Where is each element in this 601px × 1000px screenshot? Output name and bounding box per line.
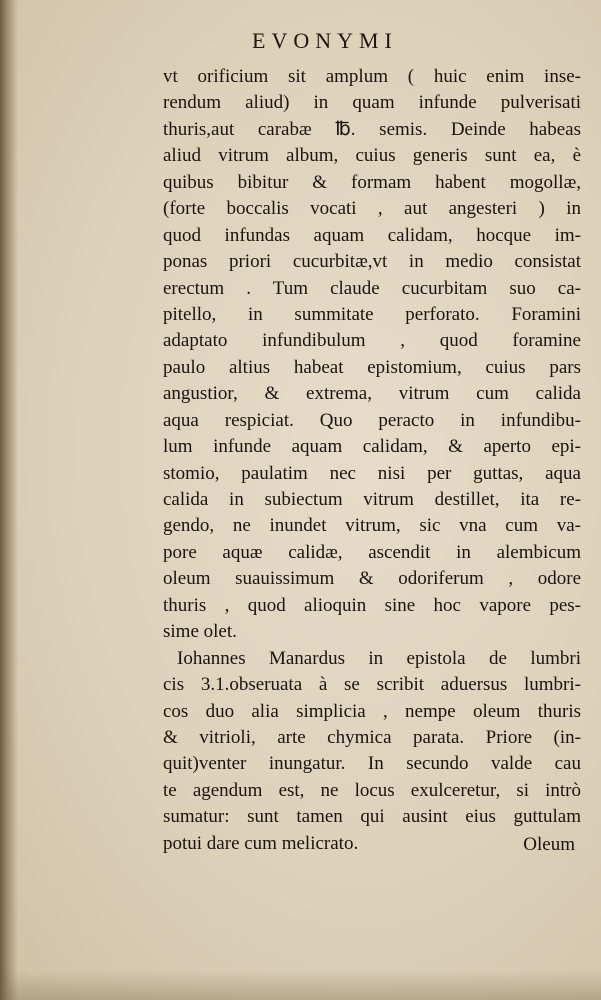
text-line: (forte boccalis vocati , aut angesteri ) in <box>163 198 581 220</box>
text-line: te agendum est, ne locus exulceretur, si intrò <box>163 779 581 801</box>
text-line: sumatur: sunt tamen qui ausint eius guttulam <box>163 806 581 828</box>
text-line: gendo, ne inundet vitrum, sic vna cum va- <box>163 515 581 537</box>
text-line: quit)venter inungatur. In secundo valde cau <box>163 753 581 775</box>
text-line: pitello, in summitate perforato. Foramini <box>163 303 581 325</box>
text-line: & vitrioli, arte chymica parata. Priore (in- <box>163 726 581 748</box>
body-text <box>163 64 581 857</box>
running-head: EVONYMI <box>252 28 398 53</box>
text-line: rendum aliud) in quam infunde pulverisati <box>163 92 581 114</box>
text-line: oleum suauissimum & odoriferum , odore <box>163 568 581 590</box>
text-line: quibus bibitur & formam habent mogollæ, <box>163 171 581 193</box>
text-line: stomio, paulatim nec nisi per guttas, aqua <box>163 462 581 484</box>
text-line: adaptato infundibulum , quod foramine <box>163 330 581 352</box>
text-line: lum infunde aquam calidam, & aperto epi- <box>163 436 581 458</box>
paragraph-start-line: Iohannes Manardus in epistola de lumbri <box>177 647 581 669</box>
text-line: vt orificium sit amplum ( huic enim inse- <box>163 66 581 87</box>
text-line: ponas priori cucurbitæ,vt in medio consistat <box>163 251 581 273</box>
text-line: sime olet. <box>163 621 237 643</box>
text-line: aqua respiciat. Quo peracto in infundibu- <box>163 409 581 431</box>
text-line: potui dare cum melicrato. <box>163 832 359 854</box>
text-line: thuris,aut carabæ ℔. semis. Deinde habeas <box>163 118 581 140</box>
text-line: paulo altius habeat epistomium, cuius pars <box>163 356 581 378</box>
text-line: pore aquæ calidæ, ascendit in alembicum <box>163 541 581 563</box>
text-line: thuris , quod alioquin sine hoc vapore pes- <box>163 594 581 616</box>
text-line: erectum . Tum claude cucurbitam suo ca- <box>163 277 581 299</box>
text-line: aliud vitrum album, cuius generis sunt ea, è <box>163 145 581 167</box>
text-line: cis 3.1.obseruata à se scribit aduersus lumbri- <box>163 674 581 696</box>
text-line: quod infundas aquam calidam, hocque im- <box>163 224 581 246</box>
catchword: Oleum <box>523 834 575 855</box>
text-line: angustior, & extrema, vitrum cum calida <box>163 383 581 405</box>
text-line: calida in subiectum vitrum destillet, ita re- <box>163 489 581 510</box>
text-line: cos duo alia simplicia , nempe oleum thuris <box>163 700 581 722</box>
